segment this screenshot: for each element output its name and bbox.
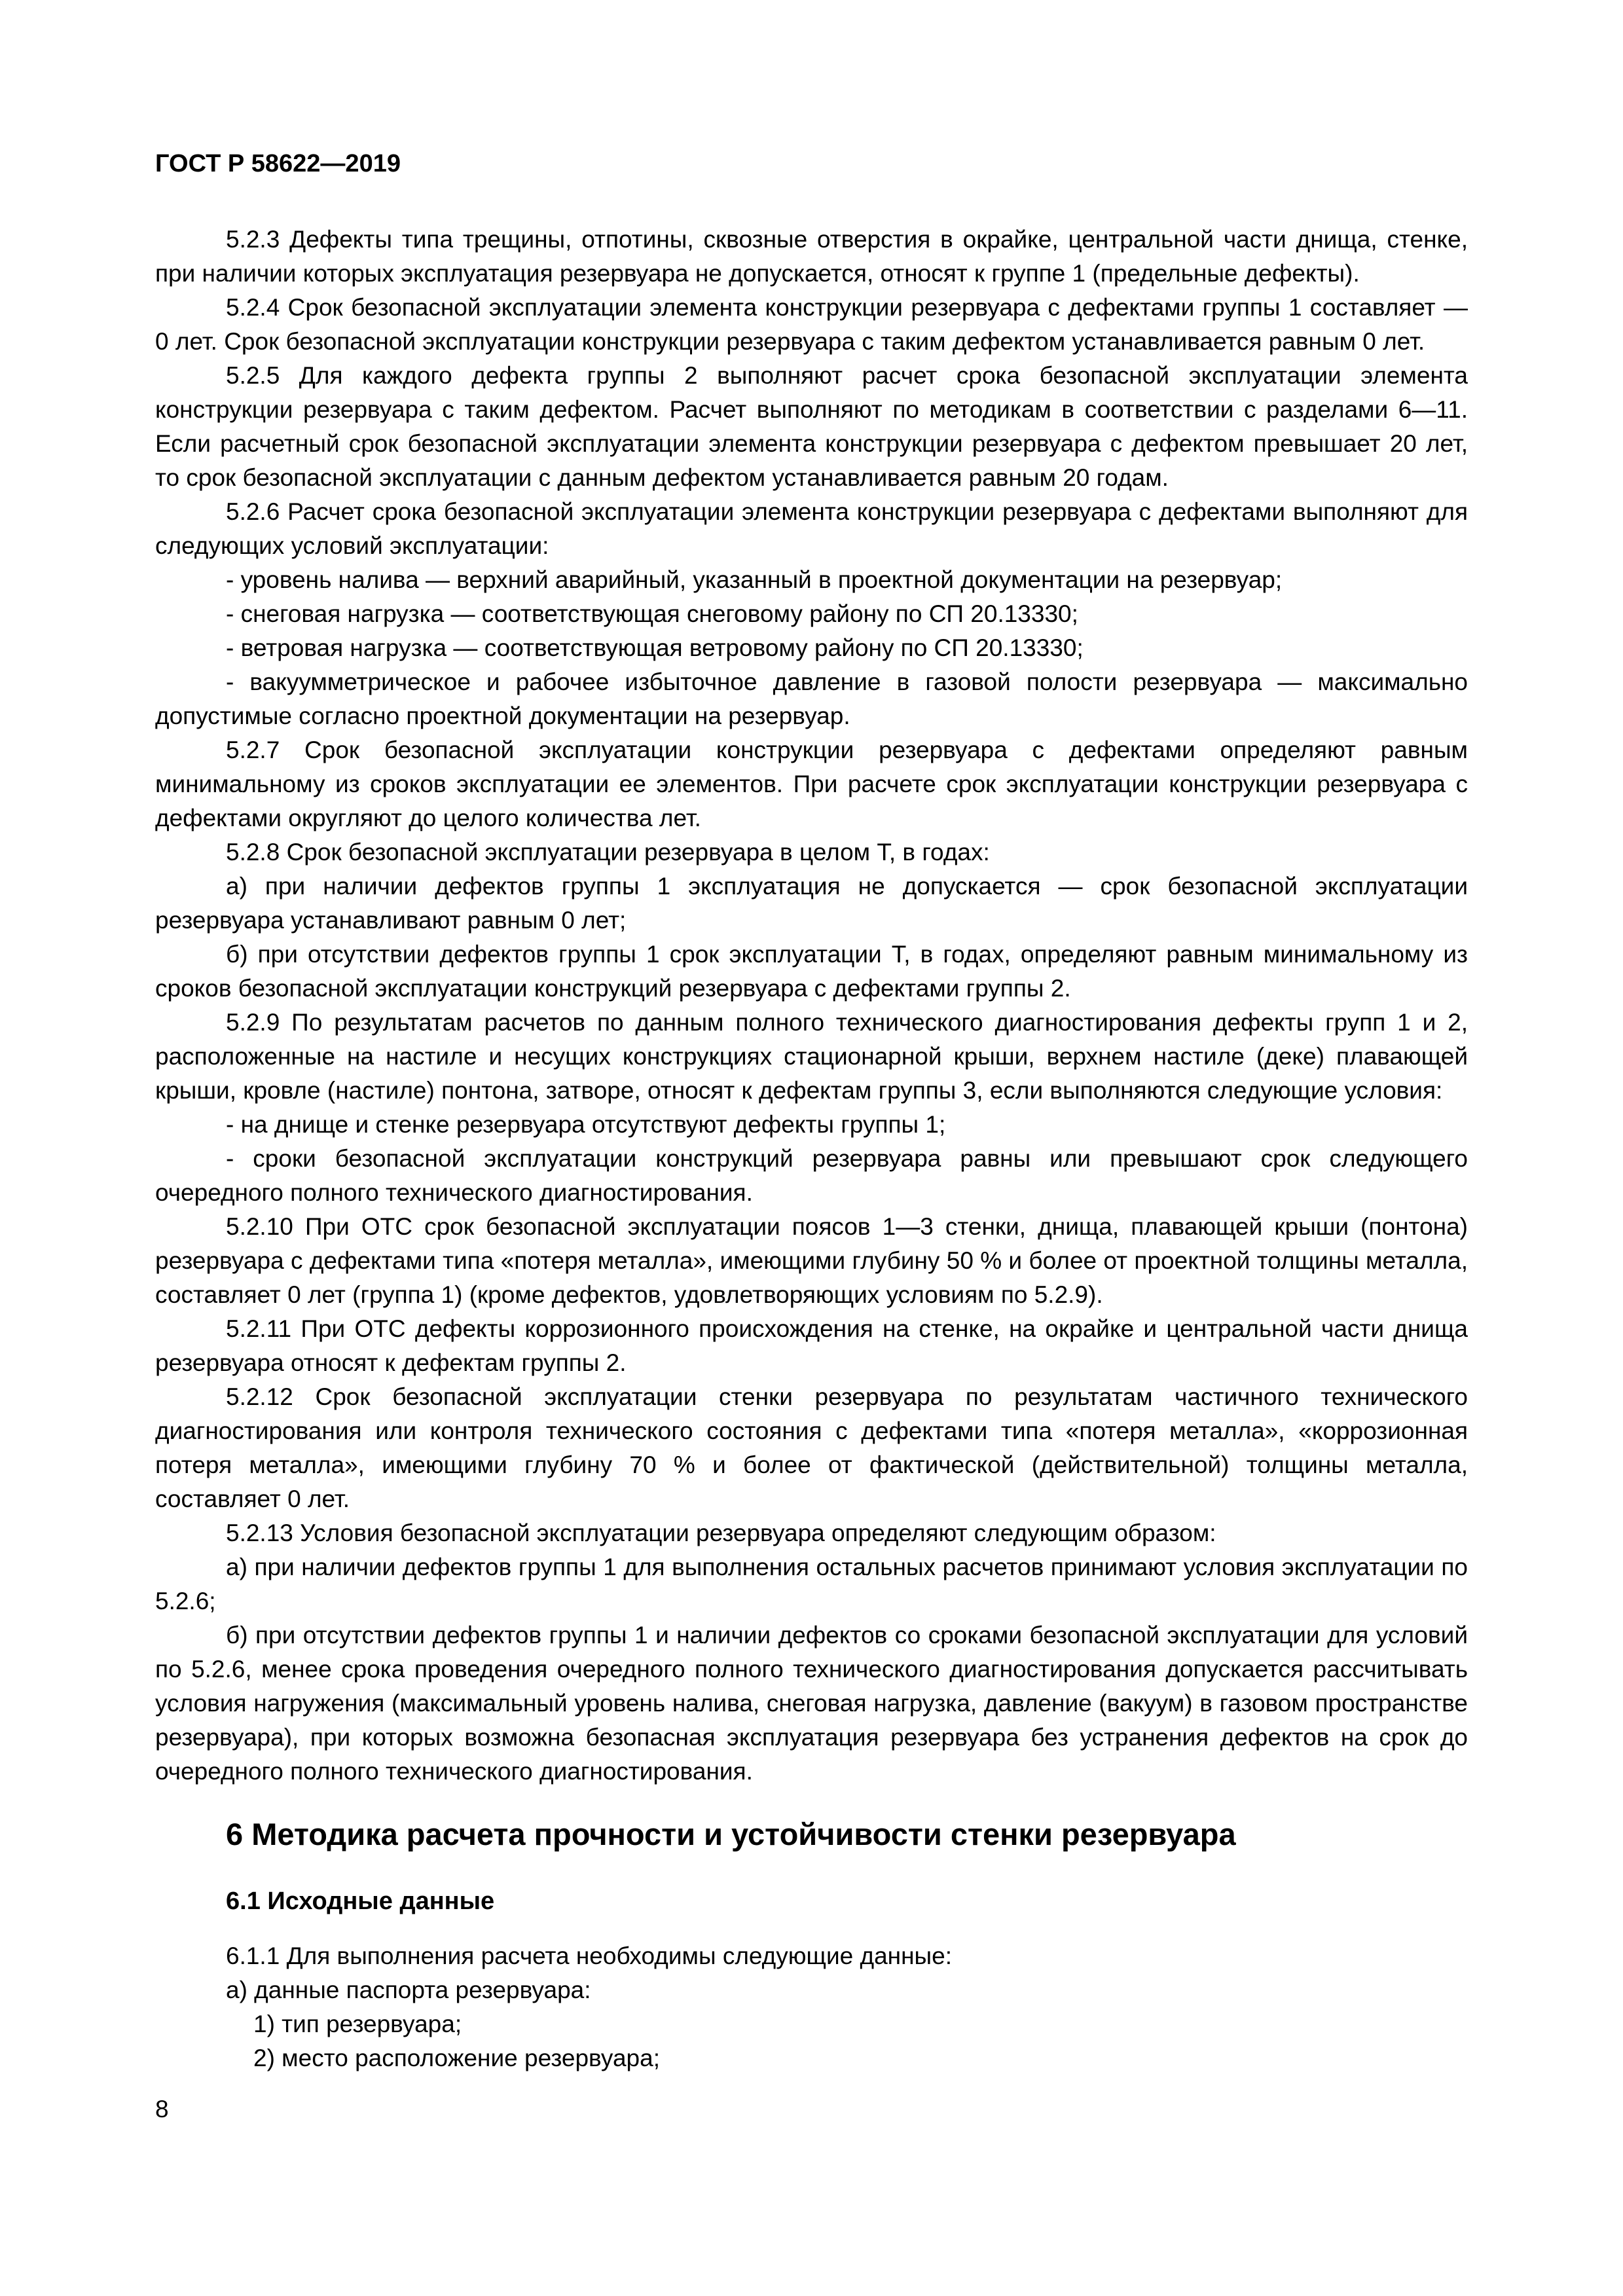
list-item: 1) тип резервуара; (253, 2011, 462, 2037)
section-title: 6 Методика расчета прочности и устойчивости стенки резервуара (226, 1817, 1236, 1851)
paragraph-5-2-12: 5.2.12 Срок безопасной эксплуатации стенки резервуара по результатам частичного технического диагностирования или контроля технического состояния с дефектами типа «потеря металла», «коррозионная потеря металла», имеющими глубину 70 % и более от фактической (действительной) толщины металла, составляет 0 лет. (155, 1383, 1468, 1512)
list-item: - на днище и стенке резервуара отсутствуют дефекты группы 1; (226, 1111, 946, 1138)
section-body (155, 1939, 1468, 2075)
list-item: - ветровая нагрузка — соответствующая ветровому району по СП 20.13330; (226, 634, 1084, 661)
paragraph-5-2-6: 5.2.6 Расчет срока безопасной эксплуатации элемента конструкции резервуара с дефектами выполняют для следующих условий эксплуатации: (155, 498, 1468, 559)
list-item: б) при отсутствии дефектов группы 1 и наличии дефектов со сроками безопасной эксплуатации для условий по 5.2.6, менее срока проведения очередного полного технического диагностирования допускается рассчитывать условия нагружения (максимальный уровень налива, снеговая нагрузка, давление (вакуум) в газовом пространстве резервуара), при которых возможна безопасная эксплуатация резервуара без устранения дефектов на срок до очередного полного технического диагностирования. (155, 1622, 1468, 1785)
paragraph-5-2-9: 5.2.9 По результатам расчетов по данным полного технического диагностирования дефекты групп 1 и 2, расположенные на настиле и несущих конструкциях стационарной крыши, верхнем настиле (деке) плавающей крыши, кровле (настиле) понтона, затворе, относят к дефектам группы 3, если выполняются следующие условия: (155, 1009, 1468, 1104)
document-header: ГОСТ Р 58622—2019 (155, 150, 401, 177)
list-item: а) при наличии дефектов группы 1 для выполнения остальных расчетов принимают условия эксплуатации по 5.2.6; (155, 1554, 1468, 1614)
paragraph-5-2-5: 5.2.5 Для каждого дефекта группы 2 выполняют расчет срока безопасной эксплуатации элемента конструкции резервуара с таким дефектом. Расчет выполняют по методикам в соответствии с разделами 6—11. Если расчетный срок безопасной эксплуатации элемента конструкции резервуара с дефектом превышает 20 лет, то срок безопасной эксплуатации с данным дефектом устанавливается равным 20 годам. (155, 362, 1468, 491)
list-item: а) данные паспорта резервуара: (226, 1977, 591, 2003)
paragraph-5-2-10: 5.2.10 При ОТС срок безопасной эксплуатации поясов 1—3 стенки, днища, плавающей крыши (понтона) резервуара с дефектами типа «потеря металла», имеющими глубину 50 % и более от проектной толщины металла, составляет 0 лет (группа 1) (кроме дефектов, удовлетворяющих условиям по 5.2.9). (155, 1213, 1468, 1308)
paragraph-5-2-11: 5.2.11 При ОТС дефекты коррозионного происхождения на стенке, на окрайке и центральной части днища резервуара относят к дефектам группы 2. (155, 1315, 1468, 1376)
paragraph-5-2-8: 5.2.8 Срок безопасной эксплуатации резервуара в целом T, в годах: (226, 839, 990, 866)
paragraph-5-2-7: 5.2.7 Срок безопасной эксплуатации конструкции резервуара с дефектами определяют равным минимальному из сроков эксплуатации ее элементов. При расчете срок эксплуатации конструкции резервуара с дефектами округляют до целого количества лет. (155, 737, 1468, 831)
paragraph-5-2-3: 5.2.3 Дефекты типа трещины, отпотины, сквозные отверстия в окрайке, центральной части днища, стенке, при наличии которых эксплуатация резервуара не допускается, относят к группе 1 (предельные дефекты). (155, 226, 1468, 287)
list-item: - уровень налива — верхний аварийный, указанный в проектной документации на резервуар; (226, 566, 1283, 593)
body-text (155, 223, 1468, 1789)
list-item: - сроки безопасной эксплуатации конструкций резервуара равны или превышают срок следующего очередного полного технического диагностирования. (155, 1145, 1468, 1206)
subsection-title: 6.1 Исходные данные (226, 1887, 495, 1915)
list-item: б) при отсутствии дефектов группы 1 срок эксплуатации T, в годах, определяют равным минимальному из сроков безопасной эксплуатации конструкций резервуара с дефектами группы 2. (155, 941, 1468, 1002)
list-item: - вакуумметрическое и рабочее избыточное давление в газовой полости резервуара — максимально допустимые согласно проектной документации на резервуар. (155, 668, 1468, 729)
paragraph-6-1-1: 6.1.1 Для выполнения расчета необходимы следующие данные: (226, 1942, 952, 1969)
list-item: 2) место расположение резервуара; (253, 2045, 660, 2071)
paragraph-5-2-13: 5.2.13 Условия безопасной эксплуатации резервуара определяют следующим образом: (226, 1520, 1216, 1546)
paragraph-5-2-4: 5.2.4 Срок безопасной эксплуатации элемента конструкции резервуара с дефектами группы 1 составляет — 0 лет. Срок безопасной эксплуатации конструкции резервуара с таким дефектом устанавливается равным 0 лет. (155, 294, 1468, 355)
list-item: - снеговая нагрузка — соответствующая снеговому району по СП 20.13330; (226, 600, 1078, 627)
list-item: а) при наличии дефектов группы 1 эксплуатация не допускается — срок безопасной эксплуатации резервуара устанавливают равным 0 лет; (155, 873, 1468, 934)
page-number: 8 (155, 2096, 169, 2123)
